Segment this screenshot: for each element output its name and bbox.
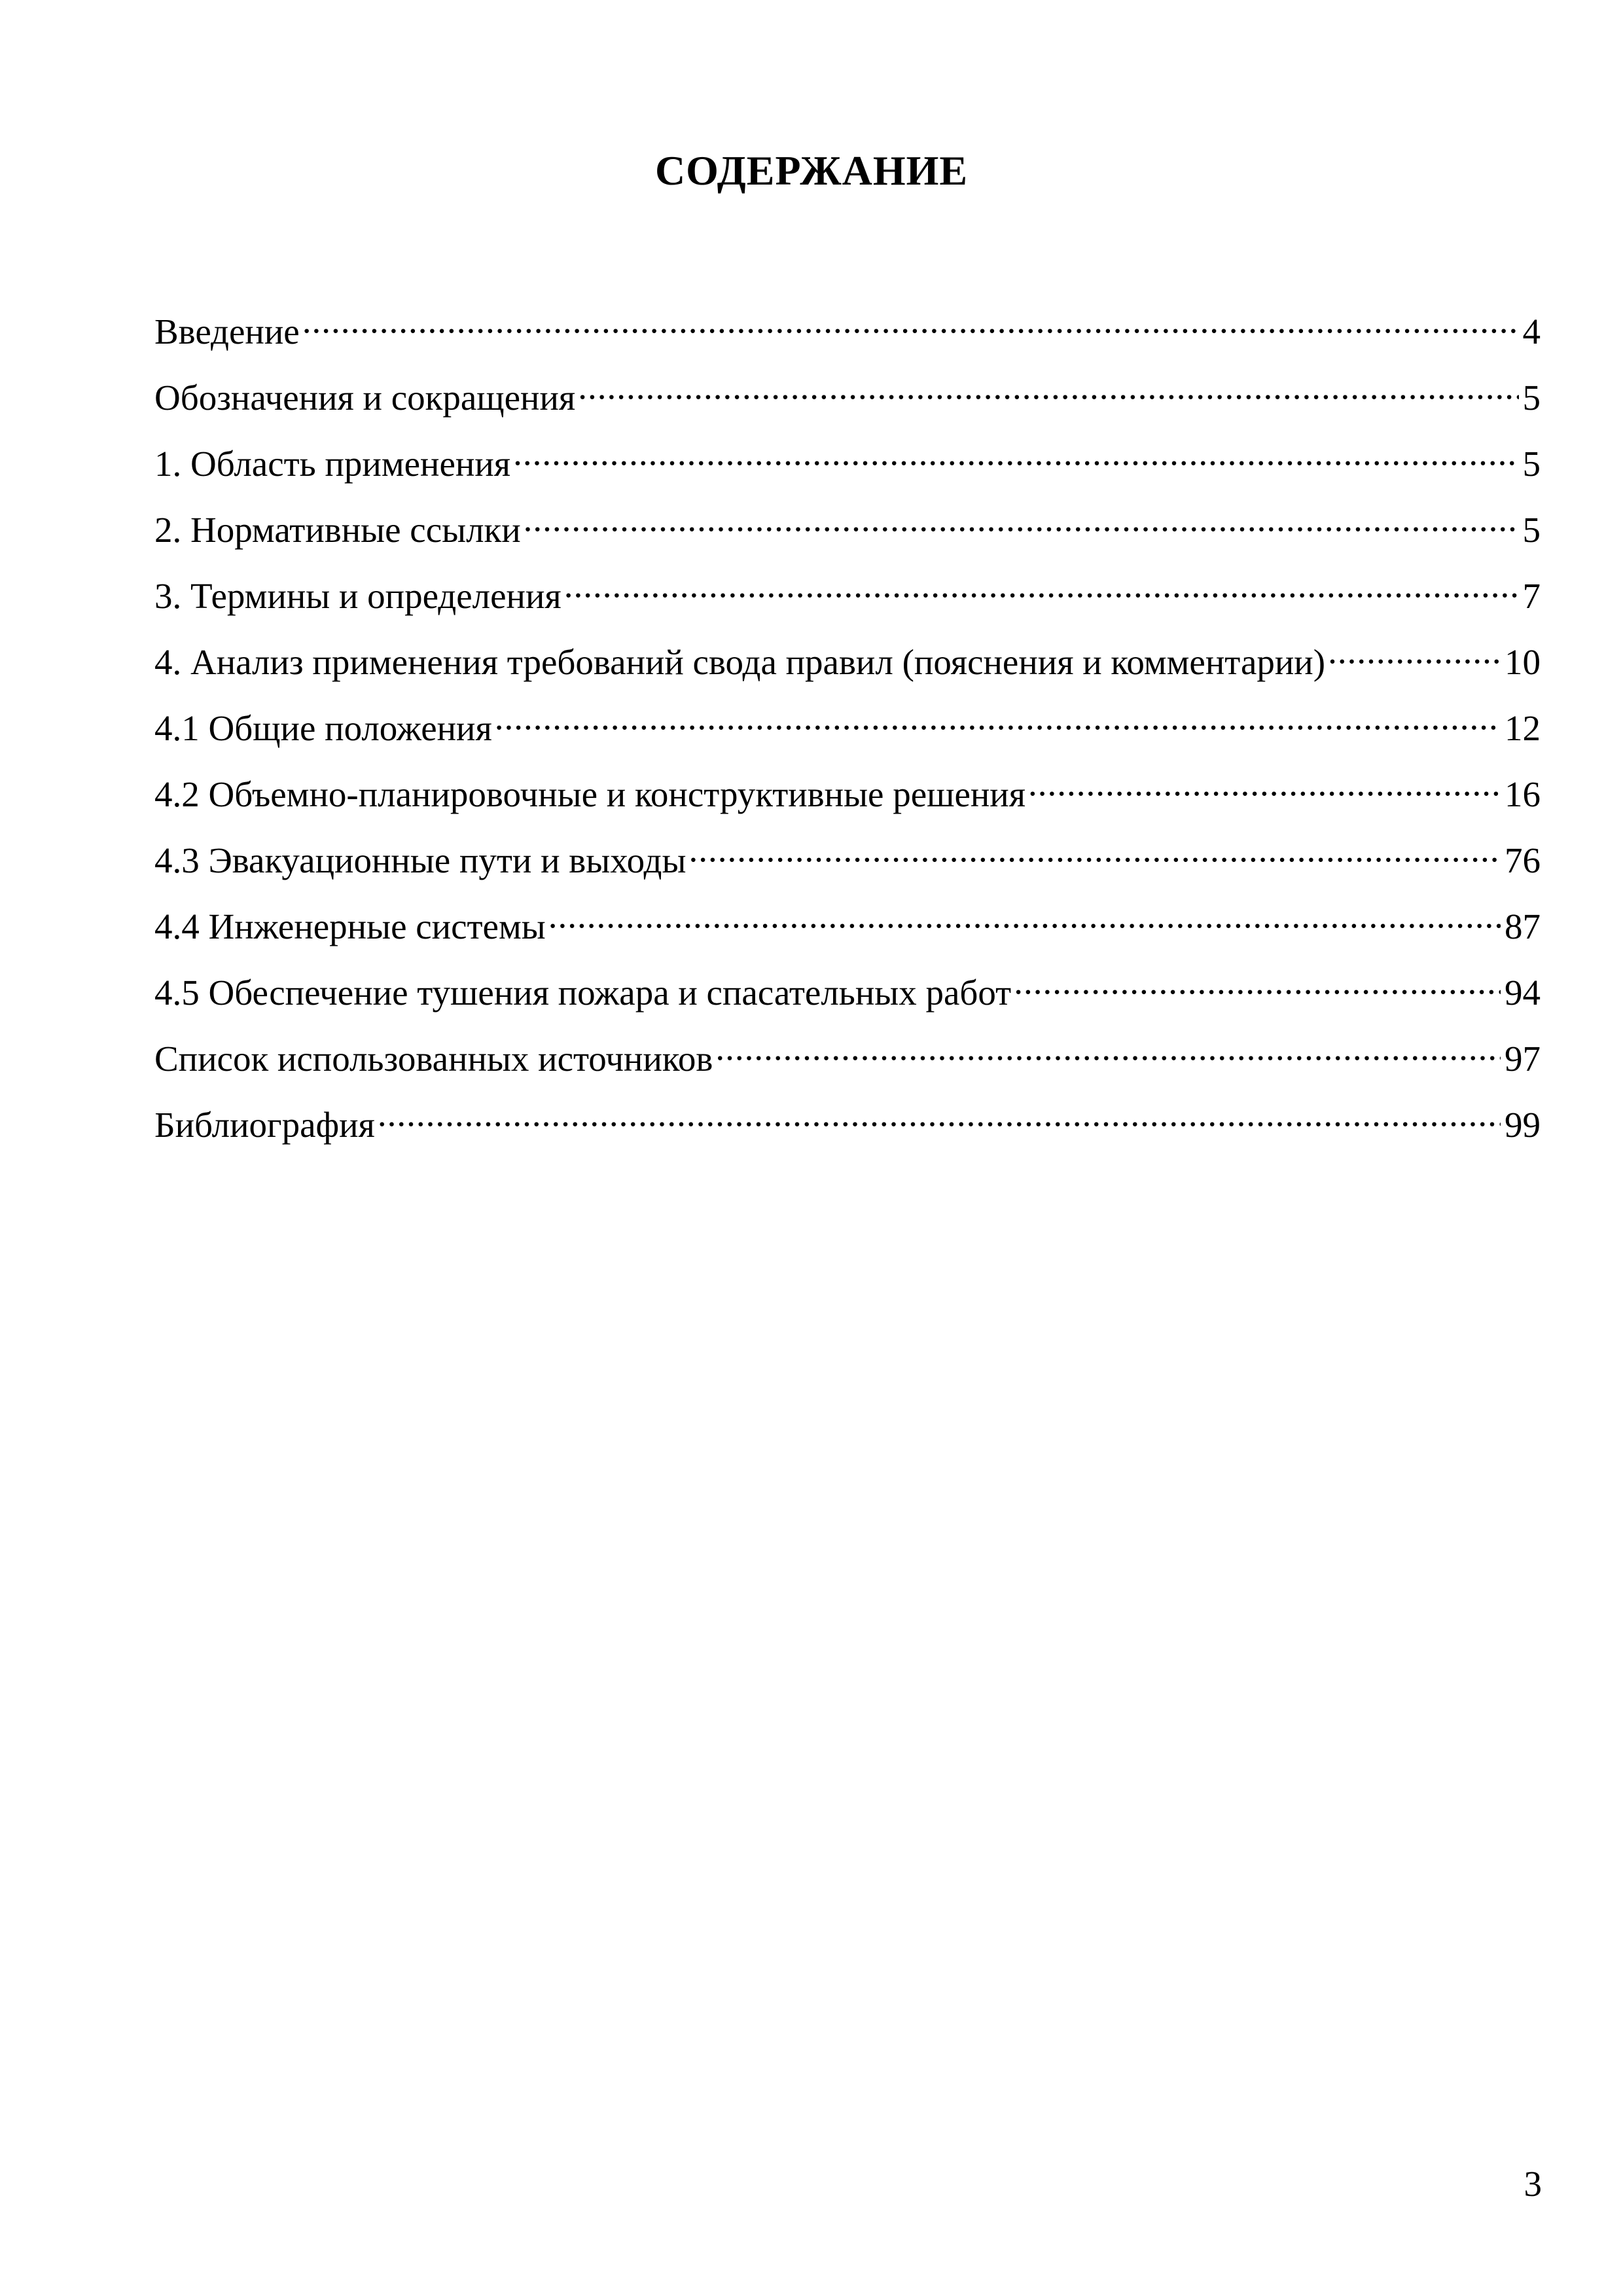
toc-dot-leader — [564, 562, 1519, 608]
toc-entry-firefighting[interactable] — [154, 959, 1541, 1025]
toc-entry-label: 4.5 Обеспечение тушения пожара и спасательных работ — [154, 973, 1012, 1013]
toc-entry-label: 4. Анализ применения требований свода правил (пояснения и комментарии) — [154, 642, 1326, 682]
toc-entry-analysis[interactable] — [154, 628, 1541, 694]
toc-entry-label: 4.1 Общие положения — [154, 708, 492, 748]
toc-entry-page: 7 — [1522, 576, 1541, 616]
toc-entry-abbreviations[interactable] — [154, 364, 1541, 430]
toc-entry-label: 2. Нормативные ссылки — [154, 510, 521, 550]
toc-dot-leader — [715, 1025, 1501, 1071]
toc-entry-page: 76 — [1505, 840, 1541, 880]
toc-entry-page: 10 — [1505, 642, 1541, 682]
toc-entry-page: 16 — [1505, 774, 1541, 814]
toc-entry-page: 12 — [1505, 708, 1541, 748]
toc-entry-general-provisions[interactable] — [154, 694, 1541, 761]
toc-entry-page: 97 — [1505, 1039, 1541, 1079]
toc-entry-evacuation-routes[interactable] — [154, 827, 1541, 893]
toc-dot-leader — [378, 1091, 1501, 1137]
toc-entry-page: 4 — [1522, 312, 1541, 351]
toc-entry-scope[interactable] — [154, 430, 1541, 496]
toc-entry-bibliography[interactable] — [154, 1091, 1541, 1157]
toc-entry-label: Введение — [154, 312, 300, 351]
toc-entry-label: 3. Термины и определения — [154, 576, 562, 616]
toc-entry-introduction[interactable] — [154, 298, 1541, 364]
table-of-contents — [154, 298, 1541, 1157]
toc-dot-leader — [1328, 628, 1501, 674]
toc-entry-label: 4.3 Эвакуационные пути и выходы — [154, 840, 687, 880]
toc-entry-page: 94 — [1505, 973, 1541, 1013]
toc-entry-page: 5 — [1522, 444, 1541, 484]
toc-entry-normative-references[interactable] — [154, 496, 1541, 562]
toc-dot-leader — [302, 298, 1519, 344]
toc-entry-planning-solutions[interactable] — [154, 761, 1541, 827]
toc-entry-page: 87 — [1505, 906, 1541, 946]
page-title: СОДЕРЖАНИЕ — [654, 147, 969, 194]
toc-entry-label: Библиография — [154, 1105, 375, 1145]
toc-dot-leader — [495, 694, 1501, 740]
page-number: 3 — [1524, 2164, 1542, 2204]
toc-dot-leader — [578, 364, 1518, 410]
toc-entry-label: 1. Область применения — [154, 444, 511, 484]
toc-entry-page: 5 — [1522, 510, 1541, 550]
toc-entry-page: 99 — [1505, 1105, 1541, 1145]
toc-entry-sources[interactable] — [154, 1025, 1541, 1091]
toc-entry-label: 4.2 Объемно-планировочные и конструктивные решения — [154, 774, 1026, 814]
toc-entry-page: 5 — [1522, 378, 1541, 418]
toc-dot-leader — [688, 827, 1501, 872]
toc-dot-leader — [1014, 959, 1501, 1005]
toc-entry-engineering-systems[interactable] — [154, 893, 1541, 959]
toc-entry-label: Обозначения и сокращения — [154, 378, 576, 418]
toc-entry-terms-definitions[interactable] — [154, 562, 1541, 628]
toc-dot-leader — [548, 893, 1501, 939]
toc-dot-leader — [524, 496, 1519, 542]
toc-dot-leader — [1028, 761, 1501, 806]
toc-dot-leader — [513, 430, 1518, 476]
toc-entry-label: Список использованных источников — [154, 1039, 713, 1079]
toc-entry-label: 4.4 Инженерные системы — [154, 906, 546, 946]
